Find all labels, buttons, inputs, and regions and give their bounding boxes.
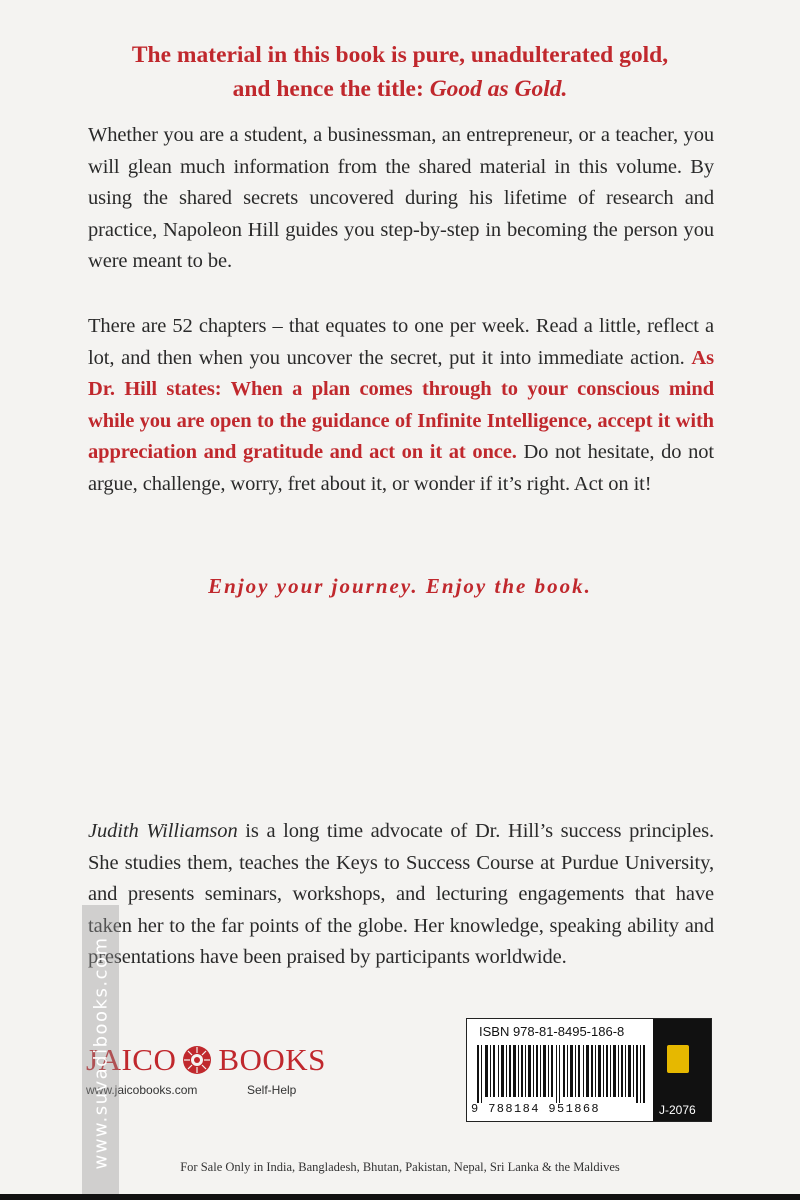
publisher-name-left: JAICO	[86, 1042, 177, 1077]
publisher-url[interactable]: www.jaicobooks.com	[86, 1083, 198, 1097]
catalog-code: J-2076	[659, 1103, 696, 1117]
watermark-text: www.suvadibooks.com	[90, 935, 111, 1170]
publisher-name-right: BOOKS	[218, 1042, 326, 1077]
author-bio	[88, 816, 714, 974]
headline	[60, 38, 740, 106]
barcode-bars	[477, 1045, 647, 1103]
closing-line: Enjoy your journey. Enjoy the book.	[208, 574, 592, 598]
book-title: Good as Gold.	[429, 76, 568, 102]
sun-emblem-icon	[182, 1045, 212, 1075]
barcode-side-panel	[653, 1019, 711, 1121]
headline-prefix: and hence the title:	[232, 76, 430, 102]
watermark	[82, 905, 119, 1200]
author-bio-text: is a long time advocate of Dr. Hill’s success principles. She studies them, teaches the Keys to Success Course at Purdue University, and presents seminars, workshops, and lecturing engagements that have taken her to the far points of the globe. Her knowledge, speaking ability and presentations have been praised by participants worldwide.	[88, 820, 714, 968]
barcode-digits: 9 788184 951868	[471, 1102, 601, 1116]
headline-line-2	[60, 72, 740, 106]
book-category: Self-Help	[247, 1083, 297, 1097]
hill-quote: As Dr. Hill states: When a plan comes through to your conscious mind while you are open to the guidance of Infinite Intelligence, accept it with appreciation and gratitude and act on it at once.	[88, 346, 714, 463]
chapters-lead: There are 52 chapters – that equates to one per week. Read a little, reflect a lot, and then when you uncover the secret, put it into immediate action.	[88, 315, 714, 369]
chapters-tail: Do not hesitate, do not argue, challenge, worry, fret about it, or wonder if it’s right. Act on it!	[88, 441, 714, 495]
isbn-label: ISBN 978-81-8495-186-8	[479, 1024, 625, 1039]
bottom-border	[0, 1194, 800, 1200]
ebook-icon	[667, 1045, 689, 1073]
publisher-logo	[86, 1040, 326, 1080]
headline-line-1: The material in this book is pure, unadulterated gold,	[131, 42, 669, 68]
chapters-paragraph	[88, 311, 714, 500]
description-paragraph: Whether you are a student, a businessman, an entrepreneur, or a teacher, you will glean much information from the shared material in this volume. By using the shared secrets uncovered during his lifetime of research and practice, Napoleon Hill guides you step-by-step in becoming the person you were meant to be.	[88, 124, 714, 272]
sale-territory-note: For Sale Only in India, Bangladesh, Bhutan, Pakistan, Nepal, Sri Lanka & the Maldives	[180, 1160, 620, 1174]
barcode-box	[466, 1018, 712, 1122]
author-name: Judith Williamson	[88, 820, 238, 842]
